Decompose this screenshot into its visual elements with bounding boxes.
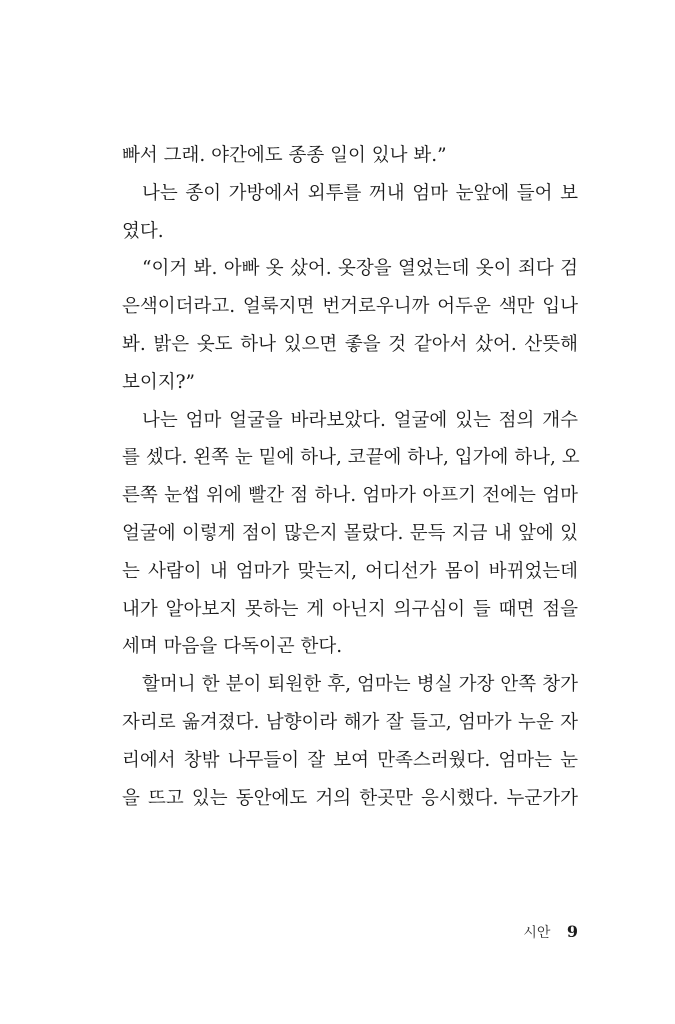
text-line: 는 사람이 내 엄마가 맞는지, 어디선가 몸이 바뀌었는데 [122, 560, 578, 582]
text-line: 내가 알아보지 못하는 게 아닌지 의구심이 들 때면 점을 [122, 598, 578, 620]
page-number: 9 [566, 922, 578, 941]
running-title: 시안 [523, 925, 551, 941]
text-line: 였다. [122, 220, 164, 242]
text-line: 리에서 창밖 나무들이 잘 보여 만족스러웠다. 엄마는 눈 [122, 749, 578, 771]
page-footer [523, 922, 578, 942]
text-line: 봐. 밝은 옷도 하나 있으면 좋을 것 같아서 샀어. 산뜻해 [122, 333, 578, 355]
text-line: 빠서 그래. 야간에도 종종 일이 있나 봐.” [122, 145, 447, 166]
text-line: 나는 엄마 얼굴을 바라보았다. 얼굴에 있는 점의 개수 [142, 409, 578, 431]
body-text [122, 137, 578, 817]
text-line: 른쪽 눈썹 위에 빨간 점 하나. 엄마가 아프기 전에는 엄마 [122, 485, 578, 507]
text-line: 을 뜨고 있는 동안에도 거의 한곳만 응시했다. 누군가가 [122, 787, 578, 809]
text-line: 은색이더라고. 얼룩지면 번거로우니까 어두운 색만 입나 [122, 296, 578, 318]
text-line: 할머니 한 분이 퇴원한 후, 엄마는 병실 가장 안쪽 창가 [142, 674, 578, 696]
text-line: “이거 봐. 아빠 옷 샀어. 옷장을 열었는데 옷이 죄다 검 [142, 258, 578, 280]
text-line: 세며 마음을 다독이곤 한다. [122, 636, 343, 658]
text-line: 자리로 옮겨졌다. 남향이라 해가 잘 들고, 엄마가 누운 자 [122, 711, 578, 733]
text-line: 를 셌다. 왼쪽 눈 밑에 하나, 코끝에 하나, 입가에 하나, 오 [122, 447, 580, 469]
text-line: 얼굴에 이렇게 점이 많은지 몰랐다. 문득 지금 내 앞에 있 [122, 522, 578, 544]
text-line: 나는 종이 가방에서 외투를 꺼내 엄마 눈앞에 들어 보 [142, 182, 578, 204]
text-line: 보이지?” [122, 371, 195, 393]
